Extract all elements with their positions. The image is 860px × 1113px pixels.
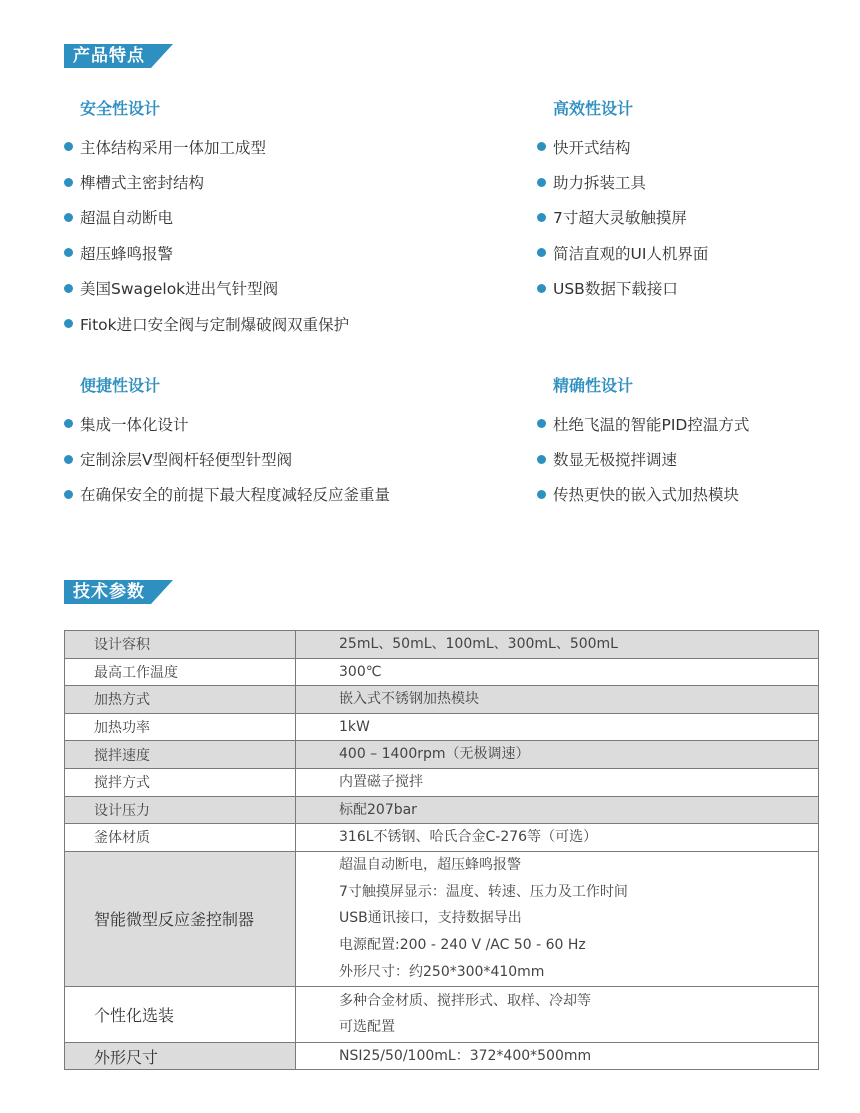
feature-item-text: 助力拆装工具 — [553, 174, 647, 193]
spec-value-line: NSI25/50/100mL：372*400*500mm — [339, 1047, 592, 1064]
feature-group-safety — [64, 98, 349, 341]
feature-item-text: 定制涂层V型阀杆轻便型针型阀 — [80, 451, 293, 470]
feature-item — [537, 235, 708, 270]
spec-value — [296, 713, 819, 741]
spec-value-line: 嵌入式不锈钢加热模块 — [339, 691, 479, 708]
feature-group-precision — [537, 375, 749, 512]
feature-item-text: Fitok进口安全阀与定制爆破阀双重保护 — [80, 315, 350, 334]
specs-section-tag — [64, 580, 173, 604]
bullet-dot-icon — [64, 142, 73, 151]
feature-item — [537, 406, 749, 441]
feature-item — [537, 271, 708, 306]
spec-value-line: 1kW — [339, 718, 370, 735]
spec-value-line: 7寸触摸屏显示：温度、转速、压力及工作时间 — [339, 883, 628, 900]
spec-value — [296, 824, 819, 852]
spec-label: 搅拌方式 — [65, 768, 296, 796]
spec-value — [296, 851, 819, 986]
bullet-dot-icon — [537, 284, 546, 293]
table-row — [65, 796, 819, 824]
feature-item — [537, 200, 708, 235]
spec-value-line: 内置磁子搅拌 — [339, 773, 423, 790]
feature-item — [537, 441, 749, 476]
bullet-dot-icon — [537, 490, 546, 499]
feature-item-text: 在确保安全的前提下最大程度减轻反应釜重量 — [80, 486, 391, 505]
bullet-dot-icon — [537, 248, 546, 257]
feature-item — [64, 235, 349, 270]
bullet-dot-icon — [64, 178, 73, 187]
feature-item-text: 主体结构采用一体加工成型 — [80, 138, 267, 157]
spec-value-line: 可选配置 — [339, 1019, 395, 1036]
feature-item-text: 简洁直观的UI人机界面 — [553, 244, 709, 263]
feature-item — [537, 164, 708, 199]
table-row — [65, 986, 819, 1042]
bullet-dot-icon — [537, 419, 546, 428]
spec-value-line: 316L不锈钢、哈氏合金C-276等（可选） — [339, 829, 598, 846]
tag-tail-shape — [151, 44, 173, 68]
spec-label: 设计压力 — [65, 796, 296, 824]
tag-tail-shape — [151, 580, 173, 604]
feature-item — [64, 129, 349, 164]
bullet-dot-icon — [537, 455, 546, 464]
feature-item — [64, 441, 390, 476]
spec-label: 智能微型反应釜控制器 — [65, 851, 296, 986]
feature-item — [64, 271, 349, 306]
table-row — [65, 631, 819, 659]
spec-value — [296, 768, 819, 796]
table-row — [65, 658, 819, 686]
bullet-dot-icon — [64, 213, 73, 222]
specs-section-title: 技术参数 — [64, 580, 151, 604]
feature-group-title: 精确性设计 — [553, 376, 634, 395]
bullet-dot-icon — [64, 248, 73, 257]
table-row — [65, 1042, 819, 1070]
feature-item-text: USB数据下载接口 — [553, 280, 678, 299]
feature-item — [64, 406, 390, 441]
spec-label: 外形尺寸 — [65, 1042, 296, 1070]
spec-value — [296, 796, 819, 824]
spec-value-line: 300℃ — [339, 663, 382, 680]
spec-value-line: USB通讯接口，支持数据导出 — [339, 910, 522, 927]
feature-item — [537, 129, 708, 164]
spec-value — [296, 631, 819, 659]
bullet-dot-icon — [64, 419, 73, 428]
spec-value-line: 电源配置:200 - 240 V /AC 50 - 60 Hz — [339, 937, 586, 954]
spec-value — [296, 686, 819, 714]
feature-item — [537, 477, 749, 512]
spec-value-line: 25mL、50mL、100mL、300mL、500mL — [339, 636, 618, 652]
table-row — [65, 686, 819, 714]
features-section-title: 产品特点 — [64, 44, 151, 68]
spec-label: 最高工作温度 — [65, 658, 296, 686]
spec-value — [296, 1042, 819, 1070]
table-row — [65, 851, 819, 986]
spec-label: 加热方式 — [65, 686, 296, 714]
feature-item-text: 杜绝飞温的智能PID控温方式 — [553, 415, 750, 434]
feature-item-text: 超温自动断电 — [80, 209, 174, 228]
table-row — [65, 741, 819, 769]
feature-item — [64, 200, 349, 235]
table-row — [65, 824, 819, 852]
spec-label: 搅拌速度 — [65, 741, 296, 769]
feature-item — [64, 477, 390, 512]
bullet-dot-icon — [64, 284, 73, 293]
spec-label: 加热功率 — [65, 713, 296, 741]
bullet-dot-icon — [537, 142, 546, 151]
feature-item-text: 集成一体化设计 — [80, 415, 189, 434]
spec-value — [296, 986, 819, 1042]
feature-item-text: 美国Swagelok进出气针型阀 — [80, 280, 279, 299]
features-section-tag — [64, 44, 173, 68]
feature-item — [64, 164, 349, 199]
bullet-dot-icon — [537, 178, 546, 187]
spec-value-line: 多种合金材质、搅拌形式、取样、冷却等 — [339, 992, 591, 1009]
spec-label: 个性化选装 — [65, 986, 296, 1042]
spec-label: 设计容积 — [65, 631, 296, 659]
feature-item-text: 超压蜂鸣报警 — [80, 244, 174, 263]
bullet-dot-icon — [537, 213, 546, 222]
specs-table — [64, 630, 819, 1070]
feature-item-text: 快开式结构 — [553, 138, 631, 157]
spec-value — [296, 658, 819, 686]
spec-value-line: 超温自动断电，超压蜂鸣报警 — [339, 857, 521, 874]
feature-group-title: 安全性设计 — [80, 99, 161, 118]
bullet-dot-icon — [64, 455, 73, 464]
table-row — [65, 713, 819, 741]
spec-value-line: 外形尺寸：约250*300*410mm — [339, 963, 545, 980]
bullet-dot-icon — [64, 490, 73, 499]
table-row — [65, 768, 819, 796]
feature-item — [64, 306, 349, 341]
feature-group-title: 便捷性设计 — [80, 376, 161, 395]
feature-group-efficiency — [537, 98, 708, 306]
feature-item-text: 数显无极搅拌调速 — [553, 451, 678, 470]
spec-label: 釜体材质 — [65, 824, 296, 852]
spec-value-line: 400 – 1400rpm（无极调速） — [339, 746, 530, 763]
feature-item-text: 榫槽式主密封结构 — [80, 174, 205, 193]
spec-value — [296, 741, 819, 769]
feature-group-convenience — [64, 375, 390, 512]
feature-item-text: 传热更快的嵌入式加热模块 — [553, 486, 740, 505]
feature-group-title: 高效性设计 — [553, 99, 634, 118]
spec-value-line: 标配207bar — [339, 801, 417, 818]
bullet-dot-icon — [64, 319, 73, 328]
feature-item-text: 7寸超大灵敏触摸屏 — [553, 209, 687, 228]
